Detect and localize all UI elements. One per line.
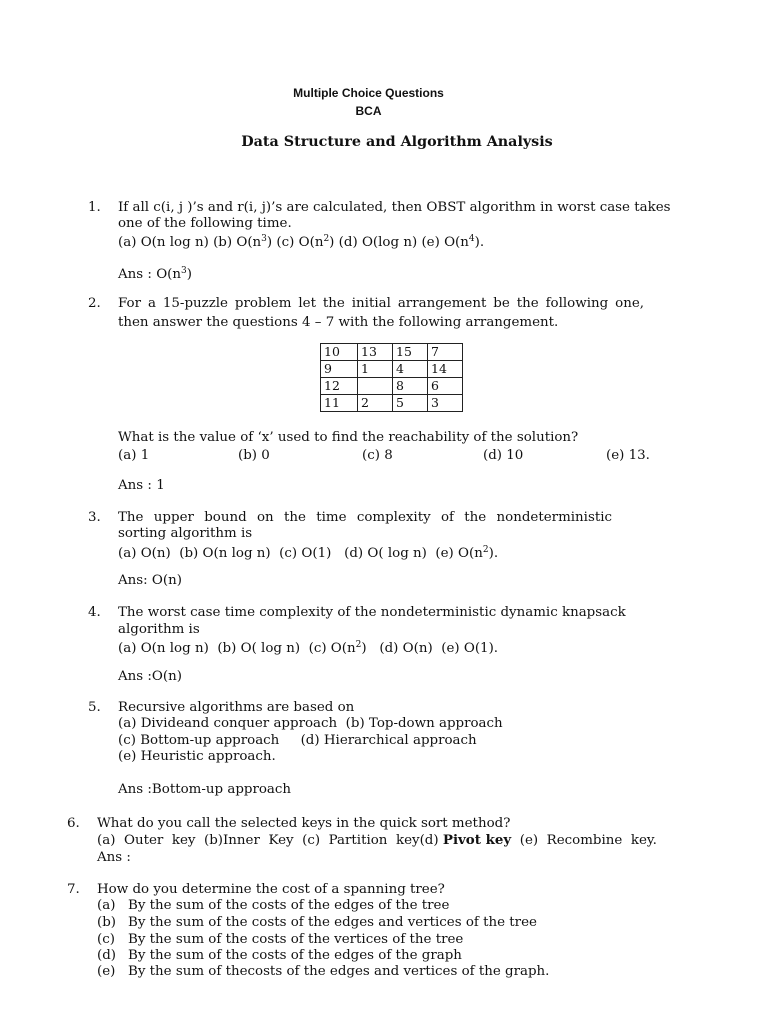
option-c-text: Partition (328, 833, 388, 848)
option-b: (b) O( log n) (217, 641, 301, 656)
puzzle-cell: 15 (393, 344, 428, 361)
option-text: Key (268, 833, 294, 848)
option-e-text: Recombine (546, 833, 623, 848)
puzzle-row (321, 361, 463, 378)
option-c: (c) $O(n^2)$ (276, 234, 335, 250)
question-text-line: algorithm is (118, 622, 200, 637)
option-a: (a) (97, 833, 116, 848)
question-text-line: What do you call the selected keys in the quick sort method? (97, 816, 511, 831)
options-line (118, 640, 498, 657)
puzzle-row (321, 395, 463, 412)
puzzle-cell: 10 (321, 344, 358, 361)
puzzle-cell: 6 (428, 378, 463, 395)
question-text-line: What is the value of ‘x’ used to find the reachability of the solution? (118, 430, 579, 445)
puzzle-cell: 13 (358, 344, 393, 361)
puzzle-cell: 12 (321, 378, 358, 395)
option-label: (b) (97, 915, 117, 930)
option-text: By the sum of the costs of the edges of the tree (128, 898, 450, 913)
option-a-text: Outer (123, 833, 164, 848)
options-line (118, 234, 484, 251)
answer: Ans : (97, 850, 131, 865)
question-text-line: then answer the questions 4 – 7 with the following arrangement. (118, 315, 559, 330)
question-text-line: For a 15-puzzle problem let the initial arrangement be the following one, (118, 296, 644, 311)
option-b: (b) 0 (238, 448, 270, 463)
puzzle-cell: 5 (393, 395, 428, 412)
correct-answer-bold: Pivot key (442, 832, 512, 848)
header-line-1: Multiple Choice Questions (293, 86, 444, 100)
puzzle-cell: 4 (393, 361, 428, 378)
option-c: (c) (302, 833, 321, 848)
question-number: 5. (88, 700, 101, 715)
puzzle-cell: 11 (321, 395, 358, 412)
option-e: (e) O(1). (441, 641, 499, 656)
question-number: 1. (88, 200, 101, 215)
puzzle-cell-empty (358, 378, 393, 395)
option-a: (a) O(n log n) (118, 235, 209, 250)
options-line (118, 545, 498, 562)
option-e: (e) 13. (606, 448, 650, 463)
answer: Ans : 1 (118, 478, 165, 493)
question-text-line: one of the following time. (118, 216, 292, 231)
option-e: (e) $O(n^2)$. (435, 545, 499, 561)
option-c: (c) 8 (362, 448, 393, 463)
puzzle-cell: 7 (428, 344, 463, 361)
question-text-line: How do you determine the cost of a spanning tree? (97, 882, 445, 897)
option-text: By the sum of thecosts of the edges and vertices of the graph. (128, 964, 550, 979)
option-text: key. (630, 833, 657, 848)
options-line: (a) Divideand conquer approach (b) Top-down approach (118, 716, 503, 731)
question-text-line: The upper bound on the time complexity of the nondeterministic (118, 510, 612, 525)
puzzle-cell: 1 (358, 361, 393, 378)
puzzle-cell: 2 (358, 395, 393, 412)
page-title: Data Structure and Algorithm Analysis (241, 134, 553, 150)
header-line-2: BCA (355, 104, 382, 118)
puzzle-cell: 14 (428, 361, 463, 378)
option-text: By the sum of the costs of the edges of the graph (128, 948, 462, 963)
option-d: (d) 10 (483, 448, 524, 463)
answer: Ans :O(n) (118, 669, 182, 684)
answer: Ans :Bottom-up approach (118, 782, 292, 797)
option-d: (d) O( log n) (344, 546, 427, 561)
question-number: 7. (67, 882, 80, 897)
question-number: 3. (88, 510, 101, 525)
puzzle-row (321, 378, 463, 395)
option-a: (a) O(n) (118, 546, 171, 561)
question-number: 4. (88, 605, 101, 620)
question-number: 6. (67, 816, 80, 831)
option-e: (e) (519, 833, 539, 848)
option-c: (c) $O(n^2)$ (308, 640, 367, 656)
puzzle-cell: 8 (393, 378, 428, 395)
puzzle-row (321, 344, 463, 361)
question-text-line: If all c(i, j )’s and r(i, j)’s are calculated, then OBST algorithm in worst case takes (118, 200, 671, 215)
question-text-line: sorting algorithm is (118, 526, 253, 541)
option-d: (d) O(log n) (338, 235, 418, 250)
question-number: 2. (88, 296, 101, 311)
option-b: (b)Inner (204, 833, 260, 848)
option-d: (d) O(n) (379, 641, 433, 656)
option-e: (e) $O(n^4)$. (421, 234, 485, 250)
question-text-line: The worst case time complexity of the nondeterministic dynamic knapsack (118, 605, 626, 620)
option-a: (a) O(n log n) (118, 641, 209, 656)
option-label: (d) (97, 948, 117, 963)
options-line (97, 832, 657, 849)
answer: Ans: O(n) (118, 573, 182, 588)
option-label: (c) (97, 932, 115, 947)
option-text: key (171, 833, 196, 848)
option-text: By the sum of the costs of the edges and vertices of the tree (128, 915, 537, 930)
option-b: (b) O(n log n) (179, 546, 271, 561)
option-text: By the sum of the costs of the vertices of the tree (128, 932, 464, 947)
answer: Ans : $O(n^3)$ (118, 266, 192, 282)
options-line: (e) Heuristic approach. (118, 749, 276, 764)
puzzle-cell: 3 (428, 395, 463, 412)
option-c: (c) O(1) (279, 546, 332, 561)
options-line: (c) Bottom-up approach (d) Hierarchical approach (118, 733, 477, 748)
puzzle-cell: 9 (321, 361, 358, 378)
option-b: (b) $O(n^3)$ (213, 234, 273, 250)
puzzle-grid (320, 343, 463, 412)
option-label: (a) (97, 898, 116, 913)
question-text-line: Recursive algorithms are based on (118, 700, 355, 715)
option-d: key(d) Pivot key (395, 832, 512, 848)
option-label: (e) (97, 964, 116, 979)
option-a: (a) 1 (118, 448, 150, 463)
